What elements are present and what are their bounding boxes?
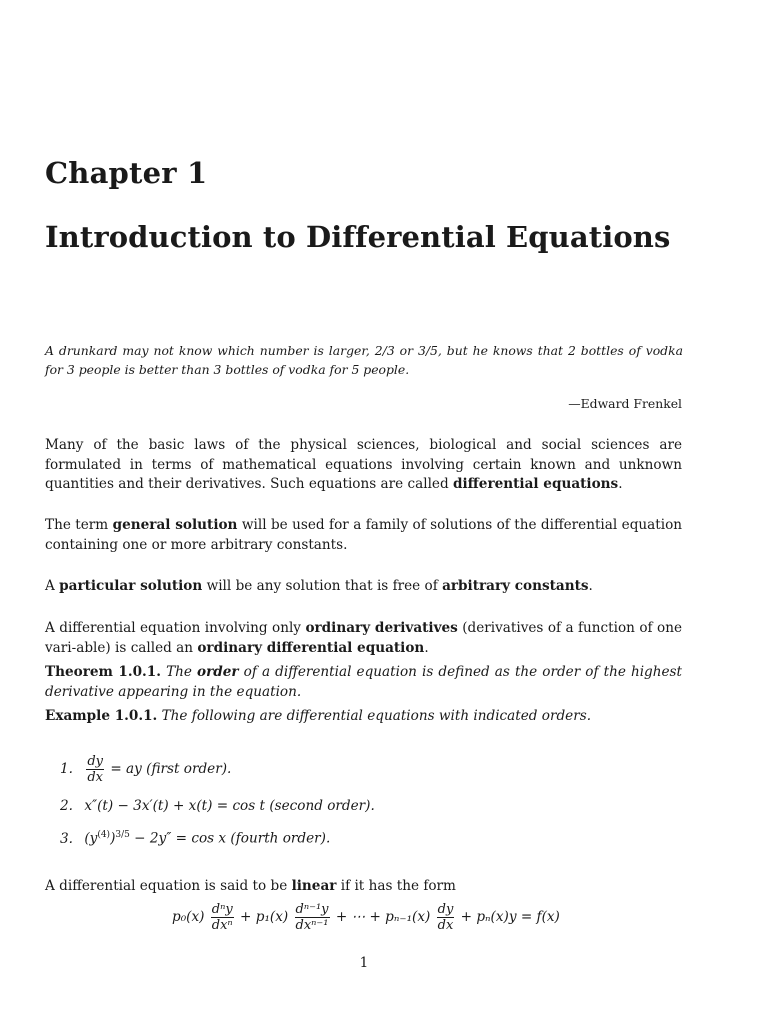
fraction-dy-dx [86,754,104,785]
theorem-post: of a differential equation is defined as the order of the highest derivative appearing in the equation. [45,664,682,700]
fraction-numerator: dⁿ⁻¹y [295,902,329,917]
list-item [60,798,375,814]
list-item-expression: = ay [110,761,142,777]
paragraph-linear-pre: A differential equation is said to be [45,878,292,894]
fraction-numerator: dy [87,754,103,769]
term-ordinary-derivatives: ordinary derivatives [305,620,458,636]
paragraph-ode-mid: (derivatives of a function of one vari-able) is called an [45,620,682,656]
term-arbitrary-constants: arbitrary constants [442,578,589,594]
term-order: order [197,664,239,680]
paragraph-general-pre: The term [45,517,113,533]
list-item-expression-pre: (y [84,830,98,847]
list-item-number: 3. [60,830,73,847]
theorem-label: Theorem 1.0.1. [45,664,161,680]
list-item-sup-power: 3/5 [115,830,130,840]
list-item-note: (first order). [146,761,232,777]
fraction-numerator: dⁿy [211,902,233,917]
paragraph-particular-end: . [588,578,593,594]
list-item-expression: x″(t) − 3x′(t) + x(t) = cos t [84,798,266,814]
list-item-number: 1. [60,761,73,777]
chapter-title: Introduction to Differential Equations [45,220,671,254]
fraction-denominator: dx [437,918,454,933]
fraction-dy-dx [437,902,455,933]
paragraph-intro-end: . [618,476,623,492]
list-item-note: (second order). [269,798,375,814]
list-item-number: 2. [60,798,73,814]
example-block [45,707,682,727]
page-number: 1 [359,955,369,971]
fraction-denominator: dx [87,770,103,785]
fraction-numerator: dy [437,902,454,917]
paragraph-linear-post: if it has the form [336,878,456,894]
list-item [60,754,231,785]
term-linear: linear [291,878,337,894]
term-differential-equations: differential equations [452,476,619,492]
term-particular-solution: particular solution [59,578,203,594]
list-item-expression-mid: ) [110,830,116,847]
paragraph-general-post: will be used for a family of solutions of the differential equation containing one or more arbitrary constants. [45,517,683,553]
example-text: The following are differential equations with indicated orders. [157,708,592,724]
theorem-pre: The [160,664,198,680]
equation-p0: p₀(x) [172,909,205,925]
paragraph-ode-pre: A differential equation involving only [45,620,306,636]
equation-end: + pₙ(x)y = f(x) [460,909,560,925]
list-item-sup-order: (4) [97,830,111,840]
paragraph-particular-pre: A [45,578,60,594]
epigraph-attribution: —Edward Frenkel [568,396,682,411]
list-item-note: (fourth order). [230,830,331,847]
paragraph-particular-solution [45,577,682,597]
list-item-expression-post: − 2y″ = cos x [129,830,227,847]
equation-mid: + ⋯ + pₙ₋₁(x) [335,909,431,925]
paragraph-particular-mid: will be any solution that is free of [202,578,443,594]
fraction-denominator: dxⁿ⁻¹ [295,918,329,933]
paragraph-ode [45,619,682,658]
epigraph-quote: A drunkard may not know which number is larger, 2/3 or 3/5, but he knows that 2 bottles of vodka for 3 people is better than 3 bottles of vodka for 5 people. [45,343,683,377]
paragraph-linear [45,877,682,897]
paragraph-general-solution [45,516,682,555]
equation-p1: + p₁(x) [240,909,289,925]
linear-equation [172,902,560,933]
fraction-dn1y-dxn1 [295,902,330,933]
paragraph-intro [45,436,682,495]
fraction-denominator: dxⁿ [211,918,233,933]
paragraph-ode-end: . [424,639,429,656]
fraction-dny-dxn [211,902,234,933]
chapter-label: Chapter 1 [45,156,208,190]
term-ordinary-differential-equation: ordinary differential equation [197,639,425,656]
paragraph-intro-text: Many of the basic laws of the physical sciences, biological and social sciences are formulated in terms of mathematical equations involving certain known and unknown quantities and their derivatives. Such equations are called [45,437,682,492]
list-item [60,830,330,847]
example-label: Example 1.0.1. [45,708,158,724]
term-general-solution: general solution [112,517,238,533]
theorem-block [45,663,682,702]
